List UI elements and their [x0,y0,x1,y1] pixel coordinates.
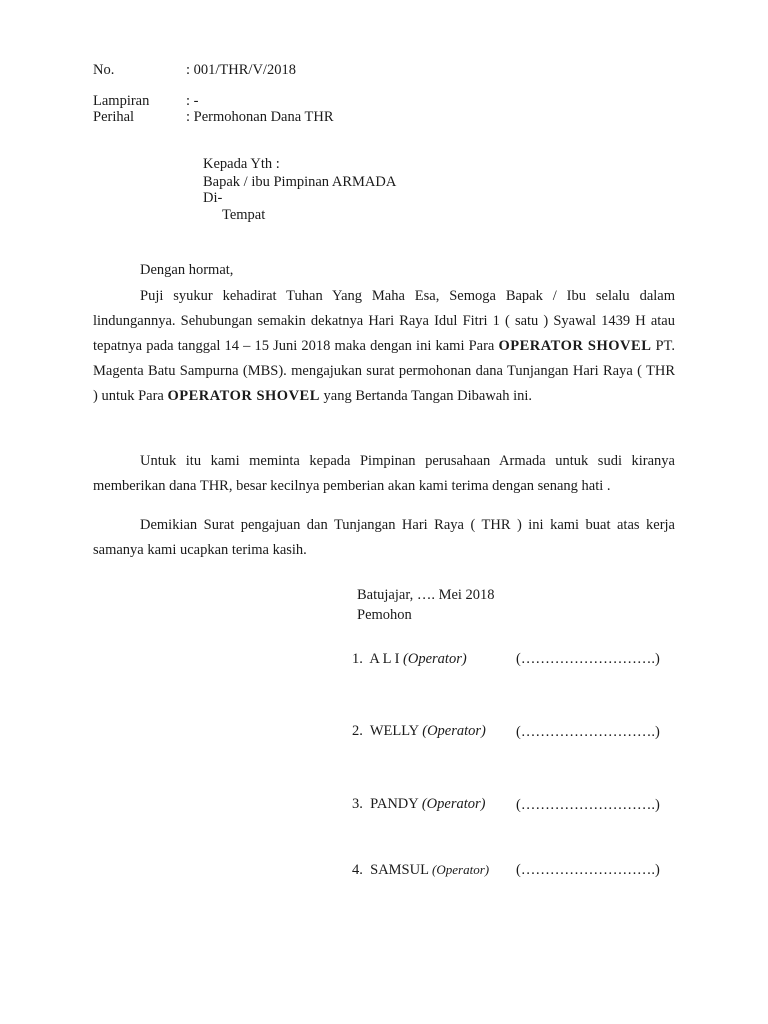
signer-name: SAMSUL [370,862,433,878]
signer-role: (Operator) [432,862,490,877]
no-label: No. [93,62,115,78]
signer-4 [352,861,489,879]
recipient-line-1: Kepada Yth : [203,156,280,172]
signer-2 [352,723,486,740]
signer-number: 3. [352,796,363,812]
lampiran-value: : - [186,93,199,109]
lampiran-label: Lampiran [93,93,150,109]
signer-role: (Operator) [421,796,486,812]
signature-line-4: (……………………….) [516,862,660,878]
place-date: Batujajar, …. Mei 2018 [357,587,495,603]
no-value: : 001/THR/V/2018 [186,62,296,78]
paragraph-3 [93,513,675,563]
signer-name: A L I [369,651,404,667]
paragraph-1-text-a: Puji syukur kehadirat Tuhan Yang Maha Esa, Semoga Bapak / Ibu selalu dalam lindungannya. Sehubungan semakin dekatnya Hari Raya Idul Fitri 1 ( satu ) Syawal 1439 H atau tepatnya pada tanggal 14 – 15 Juni 2018 maka dengan ini kami Para [93,288,675,354]
signer-number: 1. [352,651,363,667]
paragraph-1-text-c: yang Bertanda Tangan Dibawah ini. [319,388,533,404]
signer-number: 2. [352,723,363,739]
paragraph-2-text: Untuk itu kami meminta kepada Pimpinan perusahaan Armada untuk sudi kiranya memberikan dana THR, besar kecilnya pemberian akan kami terima dengan senang hati . [93,453,675,494]
signer-1 [352,651,467,668]
signer-role: (Operator) [403,651,467,667]
signer-name: PANDY [370,796,422,812]
signer-number: 4. [352,862,363,878]
recipient-line-2: Bapak / ibu Pimpinan ARMADA [203,174,397,190]
signer-3 [352,796,485,813]
signer-name: WELLY [369,723,423,739]
signature-line-2: (……………………….) [516,724,660,740]
perihal-value: : Permohonan Dana THR [186,109,334,125]
recipient-line-4: Tempat [222,207,266,223]
paragraph-1-bold-2: OPERATOR SHOVEL [167,388,320,404]
paragraph-3-text: Demikian Surat pengajuan dan Tunjangan Hari Raya ( THR ) ini kami buat atas kerja samanya kami ucapkan terima kasih. [93,517,675,558]
pemohon-label: Pemohon [357,607,412,623]
greeting: Dengan hormat, [140,262,234,278]
paragraph-1 [93,284,675,409]
signature-line-3: (……………………….) [516,797,660,813]
paragraph-1-text-b: PT. Magenta Batu Sampurna (MBS). mengajukan surat permohonan dana Tunjangan Hari Raya ( THR ) untuk Para [93,338,675,404]
paragraph-2 [93,449,675,499]
perihal-label: Perihal [93,109,135,125]
signature-line-1: (……………………….) [516,651,660,667]
signer-role: (Operator) [422,723,486,739]
paragraph-1-bold-1: OPERATOR SHOVEL [498,338,652,354]
recipient-line-3: Di- [203,190,223,206]
